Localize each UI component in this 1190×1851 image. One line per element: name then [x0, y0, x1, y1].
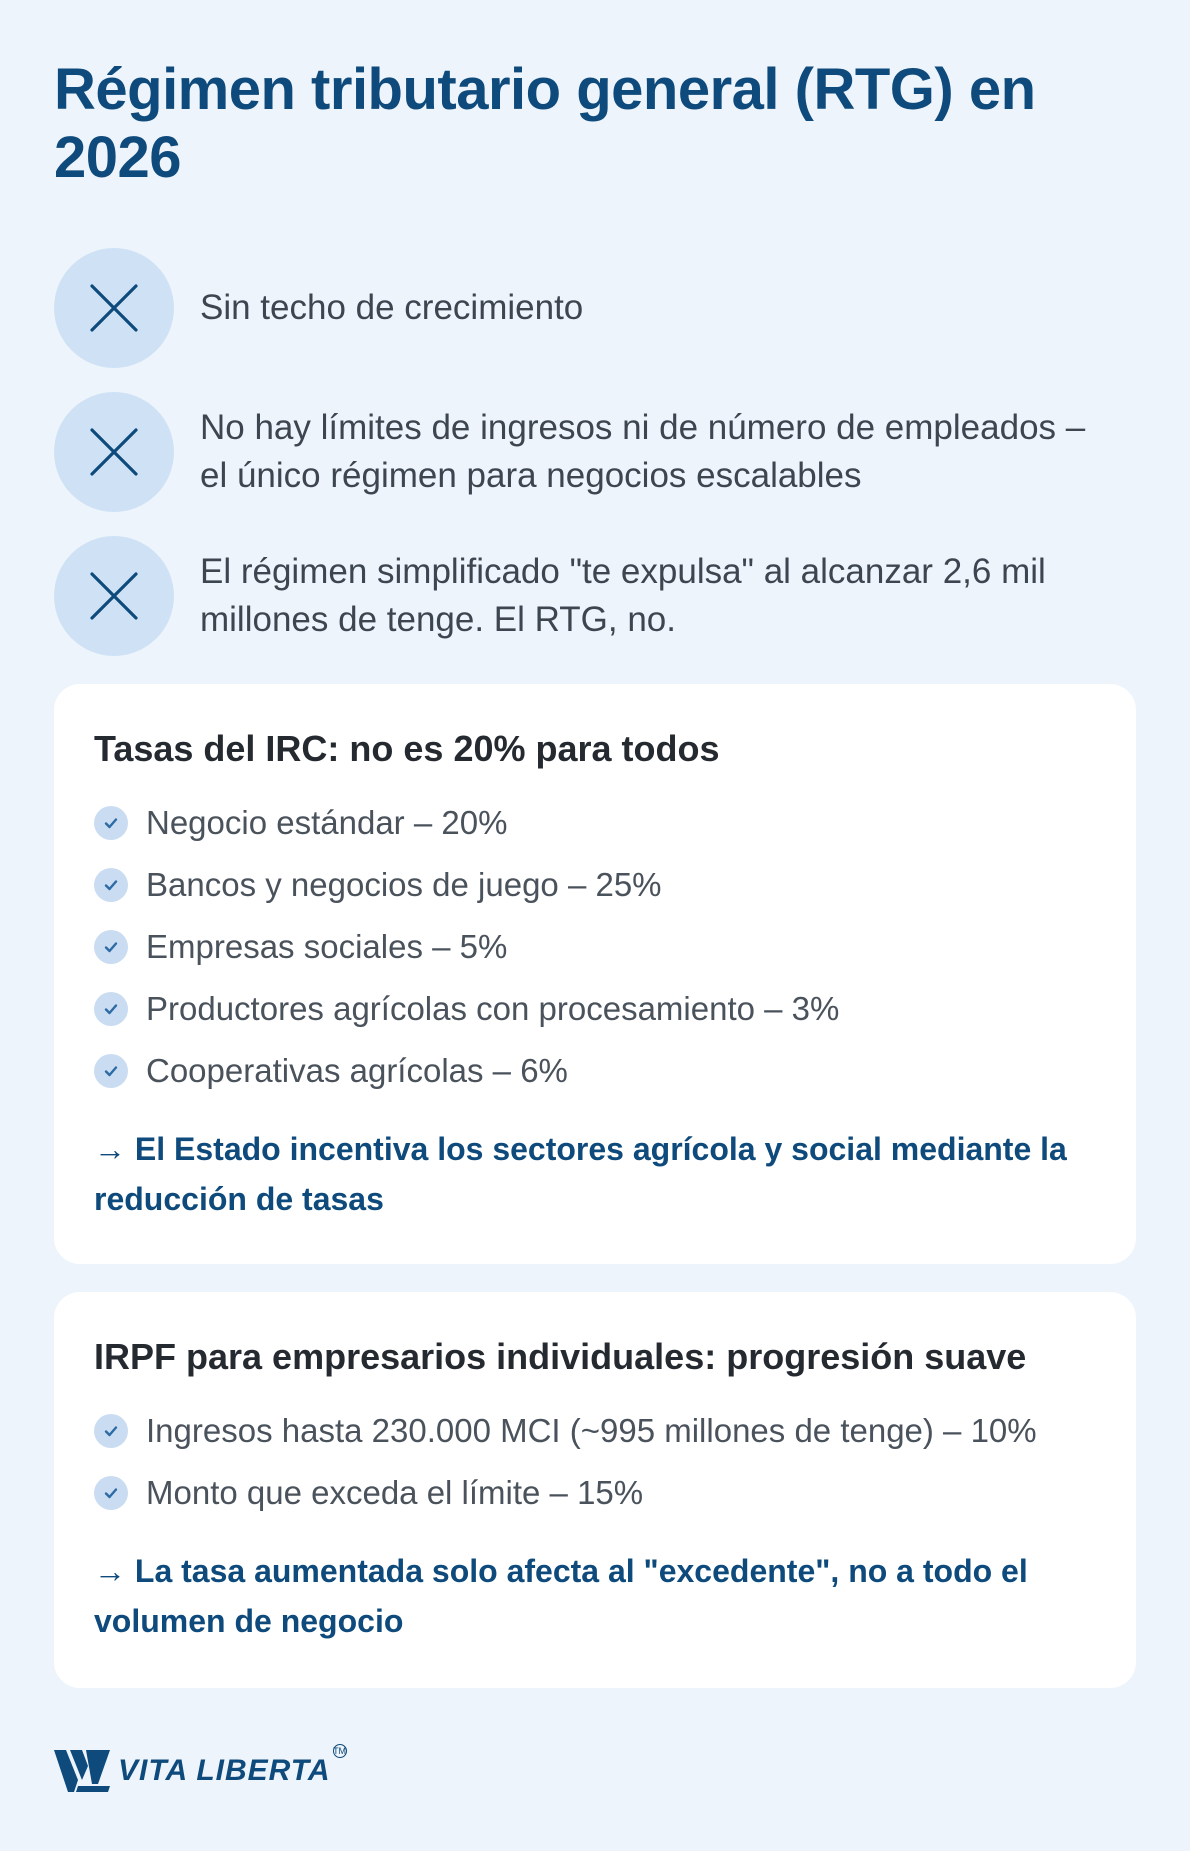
- list-item: [94, 792, 1096, 854]
- check-icon: [94, 1414, 128, 1448]
- list-item: [94, 1400, 1096, 1462]
- brand-name: VITA LIBERTA: [118, 1754, 331, 1787]
- list-item-text: Productores agrícolas con procesamiento – 3%: [146, 990, 840, 1027]
- feature-item: [54, 392, 1136, 512]
- irpf-rate-list: [94, 1400, 1096, 1524]
- check-icon: [94, 868, 128, 902]
- check-icon: [94, 1054, 128, 1088]
- trademark-symbol: TM: [333, 1746, 347, 1756]
- check-icon: [94, 806, 128, 840]
- irpf-card-title: IRPF para empresarios individuales: progresión suave: [94, 1336, 1027, 1377]
- feature-text: Sin techo de crecimiento: [200, 288, 584, 327]
- feature-text: No hay límites de ingresos ni de número de empleados – el único régimen para negocios escalables: [200, 408, 1086, 495]
- feature-list: [54, 248, 1136, 656]
- list-item-text: Empresas sociales – 5%: [146, 928, 508, 965]
- irc-card-title: Tasas del IRC: no es 20% para todos: [94, 728, 720, 769]
- x-icon: [54, 392, 174, 512]
- feature-item: [54, 536, 1136, 656]
- irc-card-note: → El Estado incentiva los sectores agrícola y social mediante la reducción de tasas: [94, 1131, 1067, 1217]
- feature-text: El régimen simplificado "te expulsa" al alcanzar 2,6 mil millones de tenge. El RTG, no.: [200, 552, 1046, 639]
- list-item-text: Negocio estándar – 20%: [146, 804, 508, 841]
- irpf-card: [54, 1292, 1136, 1688]
- brand-footer: [54, 1746, 347, 1792]
- x-icon: [54, 248, 174, 368]
- list-item: [94, 1462, 1096, 1524]
- check-icon: [94, 1476, 128, 1510]
- irc-rate-list: [94, 792, 1096, 1102]
- list-item: [94, 916, 1096, 978]
- irpf-card-note: → La tasa aumentada solo afecta al "excedente", no a todo el volumen de negocio: [94, 1553, 1028, 1639]
- list-item: [94, 854, 1096, 916]
- vita-liberta-logo-icon: [54, 1750, 110, 1792]
- page-title: Régimen tributario general (RTG) en 2026: [54, 57, 1036, 190]
- list-item-text: Ingresos hasta 230.000 MCI (~995 millones de tenge) – 10%: [146, 1412, 1037, 1449]
- list-item: [94, 1040, 1096, 1102]
- list-item-text: Bancos y negocios de juego – 25%: [146, 866, 662, 903]
- list-item: [94, 978, 1096, 1040]
- check-icon: [94, 992, 128, 1026]
- irc-rates-card: [54, 684, 1136, 1264]
- feature-item: [54, 248, 1136, 368]
- list-item-text: Monto que exceda el límite – 15%: [146, 1474, 644, 1511]
- x-icon: [54, 536, 174, 656]
- check-icon: [94, 930, 128, 964]
- list-item-text: Cooperativas agrícolas – 6%: [146, 1052, 568, 1089]
